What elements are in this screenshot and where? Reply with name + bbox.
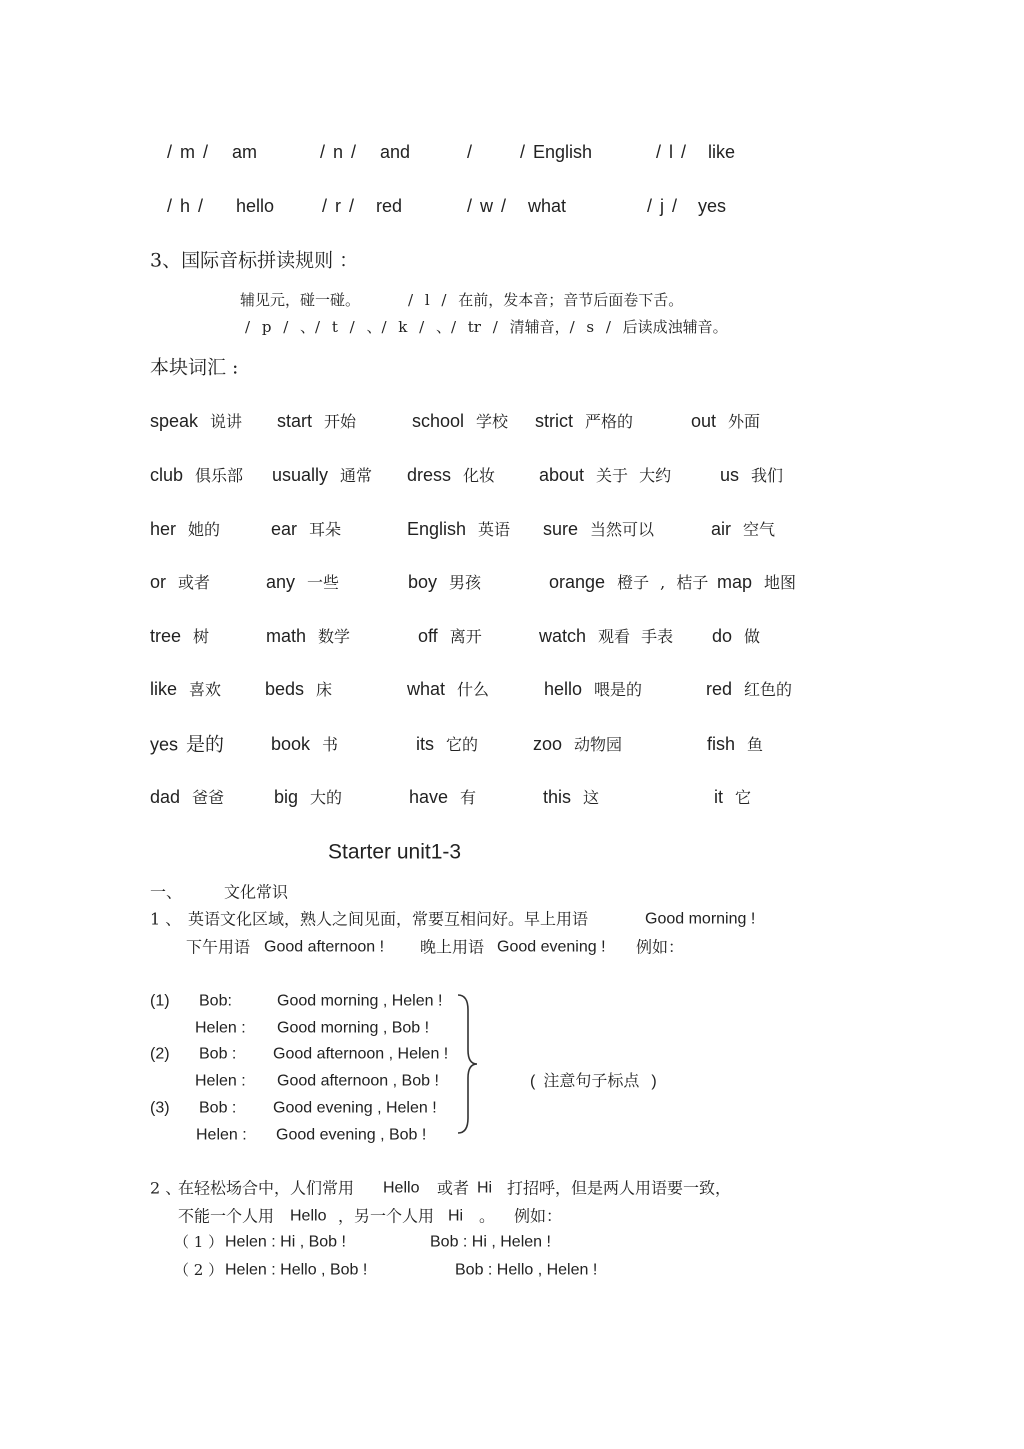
vocab-meaning: 有: [460, 788, 477, 808]
vocab-word: zoo: [533, 734, 563, 755]
vocab-item: [150, 626, 209, 648]
vocab-meaning: 鱼: [747, 735, 764, 755]
vocab-word: like: [150, 679, 178, 700]
vocab-meaning: 我们: [751, 466, 784, 486]
vocab-word: watch: [539, 626, 587, 647]
vocab-meaning: 动物园: [574, 735, 623, 755]
vocab-meaning: 说讲: [210, 412, 243, 432]
dialogue-speaker: Bob :: [199, 1099, 237, 1117]
vocab-meaning: 俱乐部: [195, 466, 244, 486]
vocab-item: [539, 626, 673, 648]
vocab-word: dad: [150, 787, 181, 808]
paragraph-text: 在轻松场合中，人们常用: [178, 1178, 355, 1198]
paragraph-text: 打招呼，但是两人用语要一致，: [507, 1178, 732, 1198]
vocab-item: [407, 465, 495, 487]
vocab-item: [266, 626, 350, 648]
vocab-item: [150, 411, 242, 433]
dialogue-text: Good evening , Bob !: [276, 1126, 427, 1144]
example-line: Bob : Hello , Helen !: [455, 1261, 598, 1279]
dialogue-speaker: Bob:: [199, 992, 232, 1010]
vocab-meaning: 严格的: [585, 412, 634, 432]
vocab-meaning: 什么: [457, 680, 490, 700]
vocab-item: [265, 679, 332, 701]
vocab-meaning: 喜欢: [189, 680, 222, 700]
greeting-phrase: Good evening !: [497, 938, 606, 956]
phonics-symbol: / r /: [322, 196, 354, 217]
vocab-meaning: 数学: [318, 627, 351, 647]
vocab-meaning: 学校: [476, 412, 509, 432]
phonics-symbol: / m /: [167, 142, 208, 163]
phonics-word: yes: [698, 196, 727, 217]
item-number: 1 、: [150, 909, 182, 929]
vocab-item: [271, 519, 341, 541]
vocab-word: about: [539, 465, 585, 486]
vocab-word: her: [150, 519, 177, 540]
vocab-word: strict: [535, 411, 573, 432]
item-number: 2 、: [150, 1178, 182, 1198]
vocab-meaning: 书: [322, 735, 339, 755]
vocab-word: sure: [543, 519, 579, 540]
vocab-meaning: 爸爸: [192, 788, 225, 808]
vocab-word: what: [407, 679, 446, 700]
vocab-word: dress: [407, 465, 452, 486]
vocab-item: [543, 787, 599, 809]
example-line: Helen : Hello , Bob !: [225, 1261, 368, 1279]
rule-line: / p / 、/ t / 、/ k / 、/ tr / 清辅音，/ s / 后读成浊辅音。: [245, 318, 728, 336]
phonics-word: and: [380, 142, 411, 163]
note-text: 注意句子标点: [543, 1070, 640, 1090]
example-number: （ 2 ）: [174, 1261, 224, 1279]
greeting-word: Hi: [448, 1207, 464, 1225]
vocab-meaning: 英语: [478, 520, 511, 540]
vocab-word: orange: [549, 572, 606, 593]
vocab-meaning: 耳朵: [309, 520, 342, 540]
phonics-word: am: [232, 142, 258, 163]
vocab-word: air: [711, 519, 732, 540]
vocab-meaning: 她的: [188, 520, 221, 540]
vocab-meaning: 它: [735, 788, 752, 808]
vocab-word: any: [266, 572, 296, 593]
phonics-symbol: / h /: [167, 196, 204, 217]
vocab-word: speak: [150, 411, 199, 432]
vocab-meaning: 当然可以: [590, 520, 655, 540]
vocab-word: beds: [265, 679, 305, 700]
dialogue-speaker: Helen :: [195, 1072, 246, 1090]
vocab-word: have: [409, 787, 449, 808]
vocab-item: [271, 734, 338, 756]
vocab-item: [266, 572, 339, 594]
vocab-meaning: 离开: [449, 627, 482, 647]
vocab-item: [549, 572, 708, 594]
vocab-meaning: 树: [193, 627, 210, 647]
vocab-item: [416, 734, 478, 756]
vocab-meaning: 床: [316, 680, 333, 700]
dialogue-speaker: Bob :: [199, 1045, 237, 1063]
vocab-word: boy: [408, 572, 438, 593]
vocab-word: us: [720, 465, 740, 486]
paragraph-text: 晚上用语: [420, 937, 485, 957]
vocab-item: [712, 626, 760, 648]
vocab-word: math: [266, 626, 307, 647]
vocab-item: [407, 519, 510, 541]
phonics-symbol: / /: [467, 142, 526, 163]
phonics-word: like: [708, 142, 736, 163]
vocab-meaning: 是的: [186, 733, 225, 756]
vocab-meaning: 或者: [178, 573, 211, 593]
vocab-item: [691, 411, 760, 433]
vocab-word: map: [717, 572, 753, 593]
vocab-item: [407, 679, 489, 701]
vocab-item: [150, 734, 224, 757]
greeting-word: Hi: [477, 1179, 493, 1197]
vocab-meaning: 化妆: [463, 466, 496, 486]
vocab-meaning: 地图: [764, 573, 797, 593]
paragraph-text: 。: [479, 1206, 496, 1226]
vocab-item: [533, 734, 622, 756]
phonics-word: red: [376, 196, 403, 217]
vocab-meaning: 通常: [340, 466, 373, 486]
vocab-meaning: 空气: [743, 520, 776, 540]
paragraph-text: 或者: [437, 1178, 470, 1198]
unit-title: Starter unit1-3: [328, 840, 462, 864]
vocab-item: [543, 519, 654, 541]
example-label: 例如：: [514, 1206, 563, 1226]
dialogue-number: (3): [150, 1099, 170, 1117]
greeting-phrase: Good afternoon !: [264, 938, 385, 956]
vocab-heading: 本块词汇 :: [150, 356, 239, 379]
vocab-meaning: 它的: [446, 735, 479, 755]
vocab-word: do: [712, 626, 733, 647]
rule-line: / l / 在前，发本音；音节后面卷下舌。: [408, 291, 684, 309]
vocab-item: [150, 519, 220, 541]
vocab-meaning: 橙子 , 桔子: [617, 573, 709, 593]
paragraph-text: 下午用语: [186, 937, 251, 957]
phonics-word: English: [533, 142, 593, 163]
greeting-word: Hello: [290, 1207, 327, 1225]
vocab-item: [408, 572, 481, 594]
vocab-word: usually: [272, 465, 329, 486]
vocab-item: [150, 465, 243, 487]
vocab-word: book: [271, 734, 311, 755]
vocab-word: off: [418, 626, 438, 647]
vocab-item: [717, 572, 796, 594]
vocab-item: [277, 411, 356, 433]
note-close-paren: ): [651, 1072, 657, 1090]
vocab-word: yes: [150, 734, 179, 755]
vocab-item: [707, 734, 763, 756]
vocab-meaning: 外面: [728, 412, 761, 432]
vocab-meaning: 这: [583, 788, 600, 808]
vocab-word: start: [277, 411, 313, 432]
example-number: （ 1 ）: [174, 1233, 224, 1251]
vocab-word: big: [274, 787, 299, 808]
vocab-item: [706, 679, 792, 701]
rule-line: 辅见元，碰一碰。: [240, 291, 361, 309]
vocab-word: red: [706, 679, 733, 700]
phonics-word: hello: [236, 196, 275, 217]
rules-heading: 3、国际音标拼读规则 ：: [150, 249, 359, 272]
phonics-symbol: / w /: [467, 196, 507, 217]
vocab-meaning: 开始: [324, 412, 357, 432]
greeting-phrase: Good morning !: [645, 910, 756, 928]
vocab-item: [274, 787, 342, 809]
vocab-meaning: 做: [744, 627, 761, 647]
vocab-meaning: 关于 大约: [596, 466, 672, 486]
vocab-item: [150, 679, 221, 701]
section-title: 文化常识: [224, 882, 289, 902]
vocab-word: it: [714, 787, 723, 808]
vocab-item: [714, 787, 751, 809]
vocab-item: [539, 465, 671, 487]
vocab-word: English: [407, 519, 467, 540]
vocab-meaning: 观看 手表: [598, 627, 674, 647]
vocab-item: [418, 626, 482, 648]
vocab-word: its: [416, 734, 434, 755]
vocab-meaning: 一些: [307, 573, 340, 593]
phonics-word: what: [528, 196, 567, 217]
dialogue-text: Good afternoon , Bob !: [277, 1072, 439, 1090]
vocab-word: out: [691, 411, 717, 432]
vocab-word: club: [150, 465, 184, 486]
vocab-word: this: [543, 787, 572, 808]
paragraph-text: ，另一个人用: [338, 1206, 435, 1226]
vocab-item: [409, 787, 476, 809]
note-open-paren: (: [530, 1072, 536, 1090]
vocab-item: [150, 572, 210, 594]
vocab-item: [720, 465, 783, 487]
dialogue-number: (2): [150, 1045, 170, 1063]
section-number: 一、: [150, 882, 183, 902]
phonics-symbol: / j /: [647, 196, 678, 217]
vocab-meaning: 红色的: [744, 680, 793, 700]
vocab-word: school: [412, 411, 465, 432]
example-label: 例如：: [636, 937, 685, 957]
vocab-item: [544, 679, 642, 701]
dialogue-speaker: Helen :: [195, 1019, 246, 1037]
example-line: Helen : Hi , Bob !: [225, 1233, 346, 1251]
paragraph-text: 英语文化区域，熟人之间见面，常要互相问好。早上用语: [188, 909, 589, 929]
dialogue-text: Good evening , Helen !: [273, 1099, 437, 1117]
vocab-meaning: 男孩: [449, 573, 482, 593]
vocab-word: tree: [150, 626, 182, 647]
example-line: Bob : Hi , Helen !: [430, 1233, 551, 1251]
vocab-item: [150, 787, 224, 809]
phonics-symbol: / n /: [320, 142, 357, 163]
vocab-word: ear: [271, 519, 298, 540]
dialogue-text: Good morning , Bob !: [277, 1019, 430, 1037]
paragraph-text: 不能一个人用: [178, 1206, 275, 1226]
vocab-item: [711, 519, 775, 541]
dialogue-number: (1): [150, 992, 170, 1010]
vocab-meaning: 大的: [310, 788, 343, 808]
vocab-meaning: 喂是的: [594, 680, 643, 700]
phonics-symbol: / l /: [656, 142, 687, 163]
vocab-word: hello: [544, 679, 583, 700]
dialogue-text: Good afternoon , Helen !: [273, 1045, 449, 1063]
punctuation-note: [530, 1071, 657, 1091]
vocab-item: [535, 411, 633, 433]
dialogue-speaker: Helen :: [196, 1126, 247, 1144]
vocab-word: fish: [707, 734, 736, 755]
greeting-word: Hello: [383, 1179, 420, 1197]
dialogue-text: Good morning , Helen !: [277, 992, 443, 1010]
vocab-word: or: [150, 572, 167, 593]
vocab-item: [412, 411, 508, 433]
vocab-item: [272, 465, 372, 487]
right-brace: [450, 990, 486, 1140]
